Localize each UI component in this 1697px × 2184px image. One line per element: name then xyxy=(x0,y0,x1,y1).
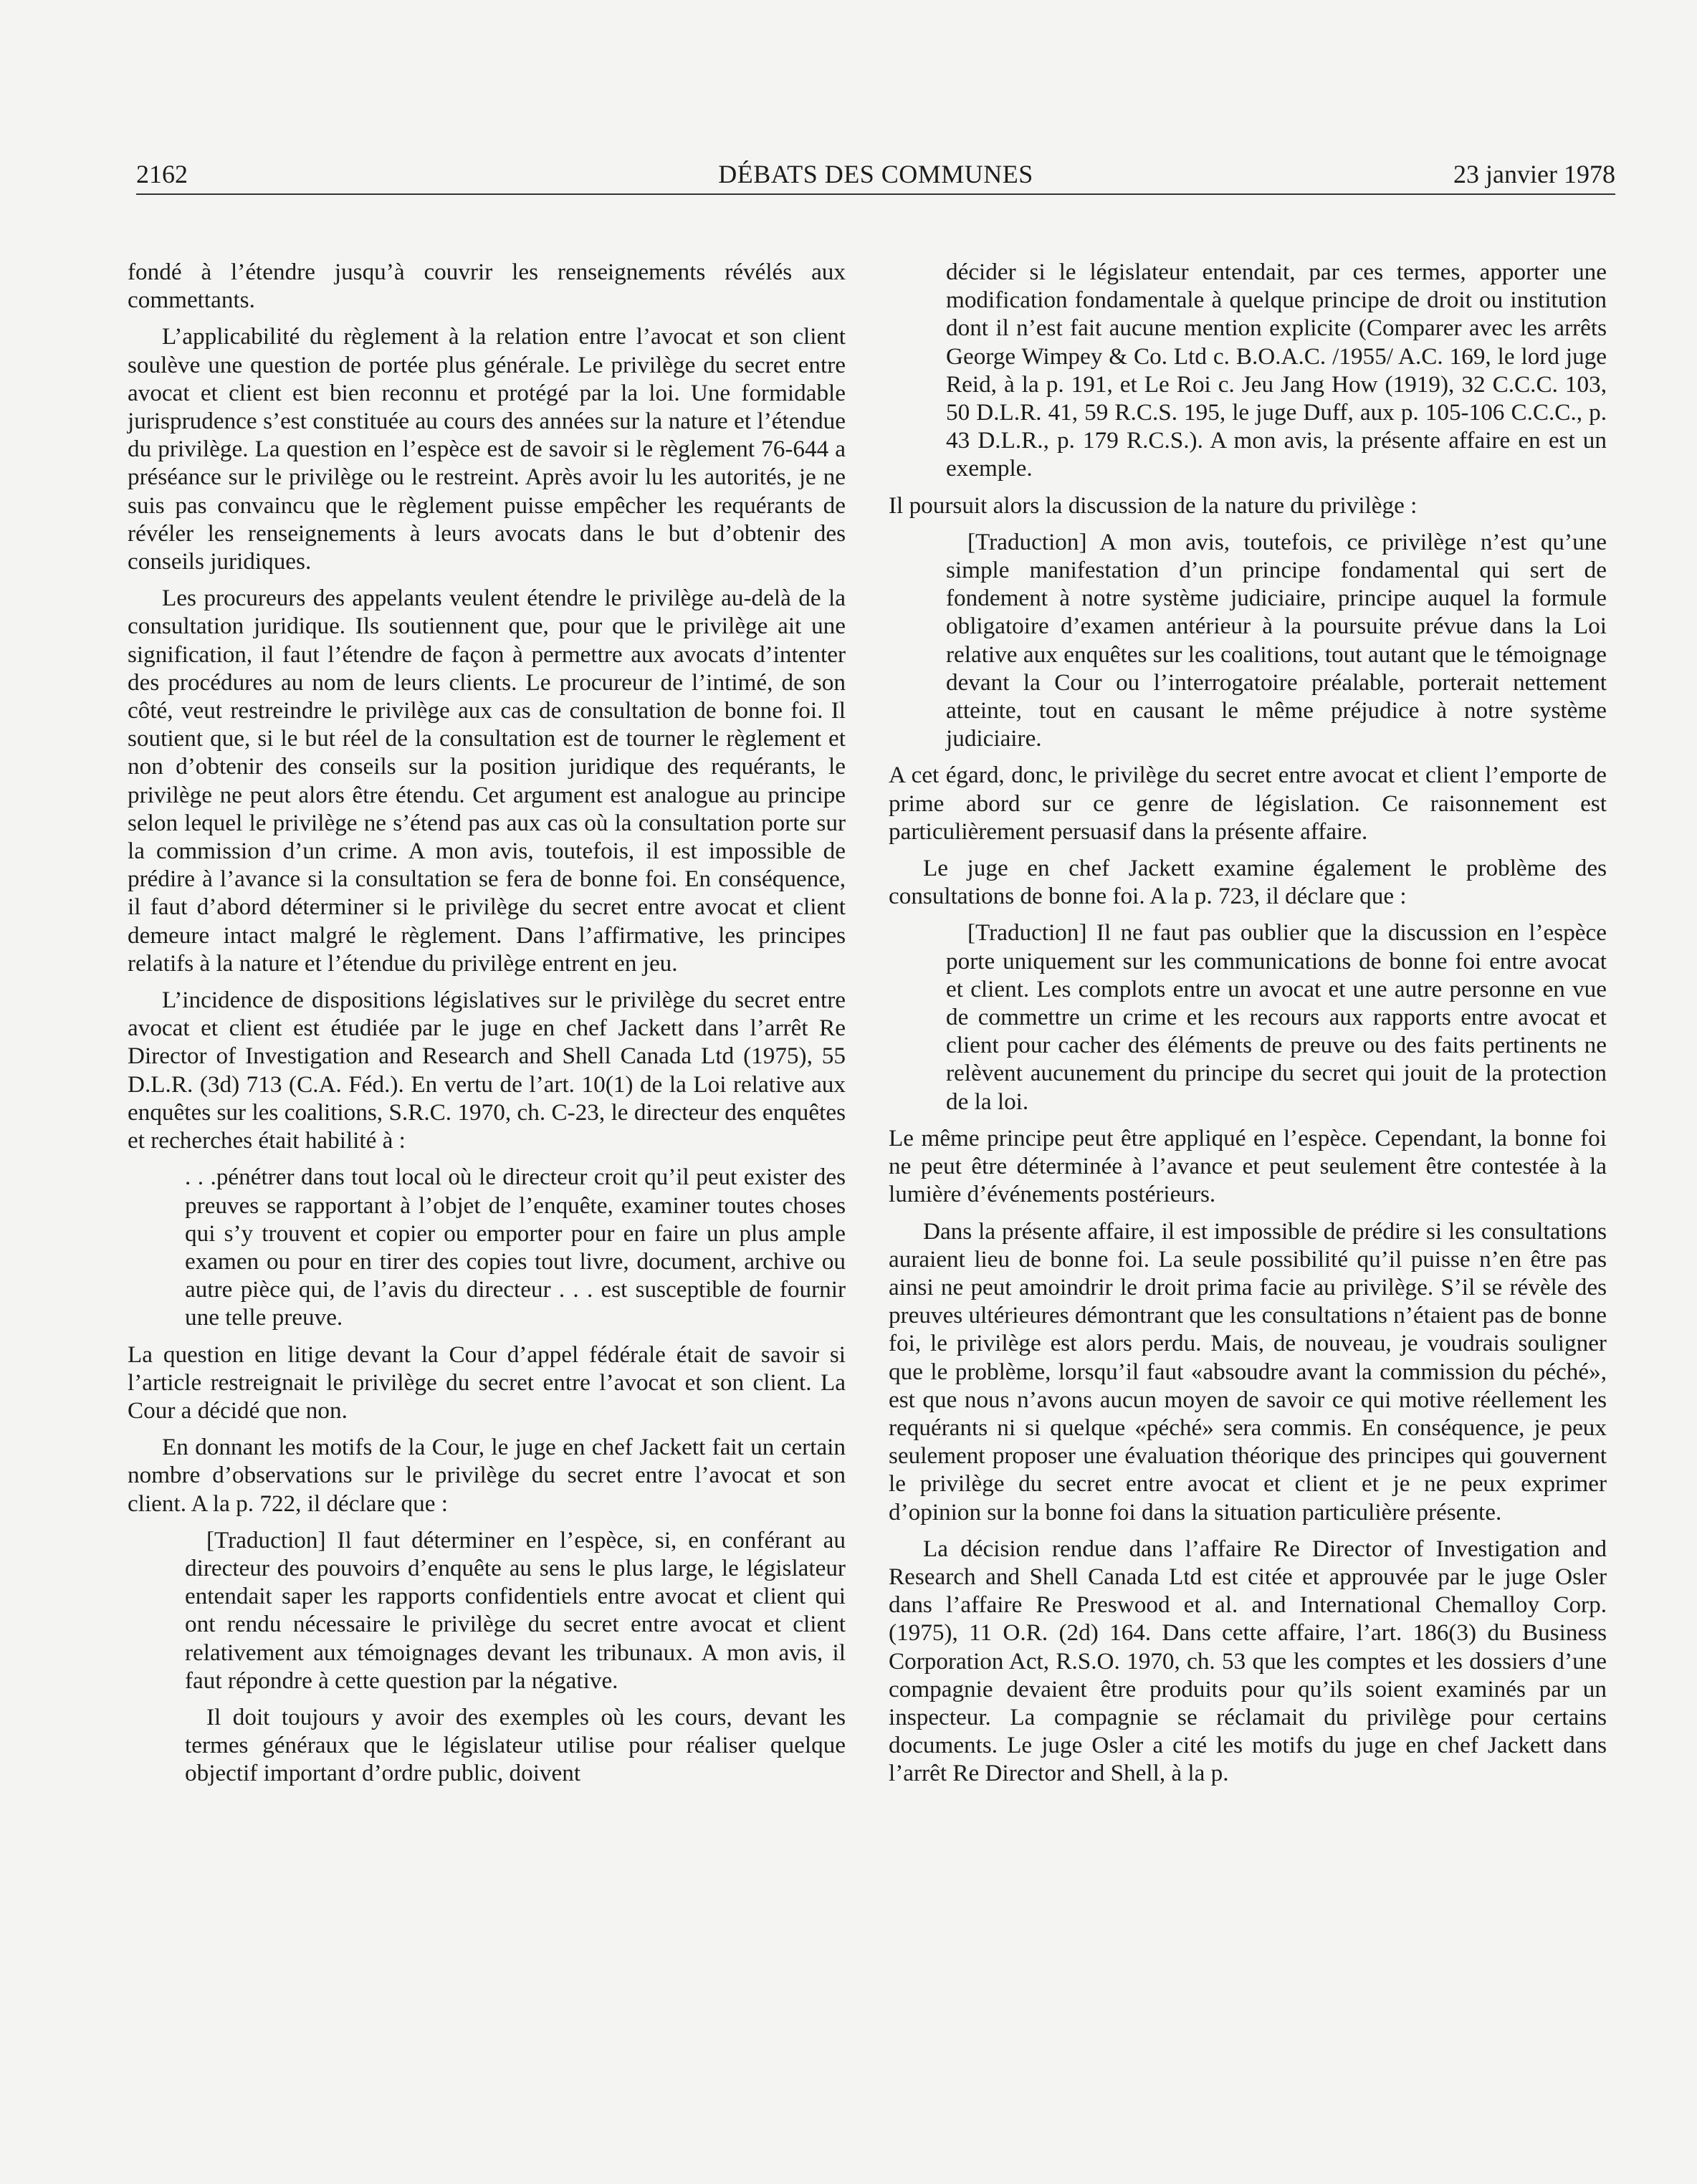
page-number: 2162 xyxy=(136,160,188,188)
publication-title: DÉBATS DES COMMUNES xyxy=(718,160,1033,188)
paragraph: Le juge en chef Jackett examine également le problème des consultations de bonne foi. A la p. 723, il déclare que : xyxy=(889,855,1607,910)
block-quote: Il doit toujours y avoir des exemples où les cours, devant les termes généraux que le législateur utilise pour réaliser quelque objectif important d’ordre public, doivent xyxy=(185,1703,846,1787)
paragraph: Dans la présente affaire, il est impossible de prédire si les consultations auraient lieu de bonne foi. La seule possibilité qu’il puisse n’en être pas ainsi ne peut amoindrir le droit prima facie au privilège. S’il se révèle des preuves ultérieures démontrant que les consultations n’étaient pas de bonne foi, le privilège est alors perdu. Mais, de nouveau, je voudrais souligner que le problème, lorsqu’il faut «absoudre avant la commission du péché», est que nous n’avons aucun moyen de savoir ce qui motive réellement les requérants ni si quelque «péché» sera commis. En conséquence, je peux seulement proposer une évaluation théorique des principes qui gouvernent le privilège du secret entre avocat et client et je ne peux exprimer d’opinion sur la bonne foi dans la situation particulière présente. xyxy=(889,1217,1607,1526)
block-quote: [Traduction] Il faut déterminer en l’espèce, si, en conférant au directeur des pouvoirs d’enquête au sens le plus large, le législateur entendait saper les rapports confidentiels entre avocat et client qui ont rendu nécessaire le privilège du secret entre avocat et client relativement aux témoignages devant les tribunaux. A mon avis, il faut répondre à cette question par la négative. xyxy=(185,1526,846,1694)
paragraph: Le même principe peut être appliqué en l’espèce. Cependant, la bonne foi ne peut être déterminée à l’avance et peut seulement être contestée à la lumière d’événements postérieurs. xyxy=(889,1124,1607,1208)
paragraph: A cet égard, donc, le privilège du secret entre avocat et client l’emporte de prime abord sur ce genre de législation. Ce raisonnement est particulièrement persuasif dans la présente affaire. xyxy=(889,762,1607,845)
paragraph: La décision rendue dans l’affaire Re Director of Investigation and Research and Shell Canada Ltd est citée et approuvée par le juge Osler dans l’affaire Re Preswood et al. and International Chemalloy Corp. (1975), 11 O.R. (2d) 164. Dans cette affaire, l’art. 186(3) du Business Corporation Act, R.S.O. 1970, ch. 53 que les comptes et les dossiers d’une compagnie devaient être produits pour qu’ils soient examinés par un inspecteur. La compagnie se réclamait du privilège pour certains documents. Le juge Osler a cité les motifs du juge en chef Jackett dans l’arrêt Re Director and Shell, à la p. xyxy=(889,1535,1607,1787)
block-quote: [Traduction] Il ne faut pas oublier que la discussion en l’espèce porte uniquement sur les communications de bonne foi entre avocat et client. Les complots entre un avocat et une autre personne en vue de commettre un crime et les recours aux rapports entre avocat et client pour cacher des éléments de preuve ou des faits pertinents ne relèvent aucunement du principe du secret qui jouit de la protection de la loi. xyxy=(946,919,1607,1115)
left-column xyxy=(128,258,846,1796)
paragraph: Il poursuit alors la discussion de la nature du privilège : xyxy=(889,492,1418,519)
paragraph: fondé à l’étendre jusqu’à couvrir les renseignements révélés aux commettants. xyxy=(128,259,846,314)
paragraph: En donnant les motifs de la Cour, le juge en chef Jackett fait un certain nombre d’observations sur le privilège du secret entre l’avocat et son client. A la p. 722, il déclare que : xyxy=(128,1434,846,1517)
right-column xyxy=(889,258,1607,1796)
page-header xyxy=(136,159,1615,195)
block-quote: décider si le législateur entendait, par ces termes, apporter une modification fondamentale à quelque principe de droit ou institution dont il n’est fait aucune mention explicite (Comparer avec les arrêts George Wimpey & Co. Ltd c. B.O.A.C. /1955/ A.C. 169, le lord juge Reid, à la p. 191, et Le Roi c. Jeu Jang How (1919), 32 C.C.C. 103, 50 D.L.R. 41, 59 R.C.S. 195, le juge Duff, aux p. 105-106 C.C.C., p. 43 D.L.R., p. 179 R.C.S.). A mon avis, la présente affaire en est un exemple. xyxy=(946,259,1607,482)
paragraph: L’applicabilité du règlement à la relation entre l’avocat et son client soulève une question de portée plus générale. Le privilège du secret entre avocat et client est bien reconnu et protégé par la loi. Une formidable jurisprudence s’est constituée au cours des années sur la nature et l’étendue du privilège. La question en l’espèce est de savoir si le règlement 76-644 a préséance sur le privilège ou le restreint. Après avoir lu les autorités, je ne suis pas convaincu que le règlement puisse empêcher les requérants de révéler les renseignements à leurs avocats dans le but d’obtenir des conseils juridiques. xyxy=(128,323,846,575)
block-quote: . . .pénétrer dans tout local où le directeur croit qu’il peut exister des preuves se rapportant à l’objet de l’enquête, examiner toutes choses qui s’y trouvent et copier ou emporter pour en faire un plus ample examen ou pour en tirer des copies tout livre, document, archive ou autre pièce qui, de l’avis du directeur . . . est susceptible de fournir une telle preuve. xyxy=(185,1164,846,1331)
paragraph: L’incidence de dispositions législatives sur le privilège du secret entre avocat et client est étudiée par le juge en chef Jackett dans l’arrêt Re Director of Investigation and Research and Shell Canada Ltd (1975), 55 D.L.R. (3d) 713 (C.A. Féd.). En vertu de l’art. 10(1) de la Loi relative aux enquêtes sur les coalitions, S.R.C. 1970, ch. C-23, le directeur des enquêtes et recherches était habilité à : xyxy=(128,987,846,1154)
block-quote: [Traduction] A mon avis, toutefois, ce privilège n’est qu’une simple manifestation d’un principe fondamental qui sert de fondement à notre système judiciaire, principe auquel la formule obligatoire d’examen antérieur à la poursuite prévue dans la Loi relative aux enquêtes sur les coalitions, tout autant que le témoignage devant la Cour ou l’interrogatoire préalable, porterait nettement atteinte, tout en causant le même préjudice à notre système judiciaire. xyxy=(946,528,1607,752)
header-rule xyxy=(136,193,1615,195)
paragraph: La question en litige devant la Cour d’appel fédérale était de savoir si l’article restreignait le privilège du secret entre l’avocat et son client. La Cour a décidé que non. xyxy=(128,1341,846,1424)
issue-date: 23 janvier 1978 xyxy=(1453,160,1615,188)
paragraph: Les procureurs des appelants veulent étendre le privilège au-delà de la consultation juridique. Ils soutiennent que, pour que le privilège ait une signification, il faut l’étendre de façon à permettre aux avocats d’intenter des procédures au nom de leurs clients. Le procureur de l’intimé, de son côté, veut restreindre le privilège aux cas de consultation de bonne foi. Il soutient que, si le but réel de la consultation est de tourner le règlement et non d’obtenir des conseils sur la position juridique des requérants, le privilège ne peut alors être étendu. Cet argument est analogue au principe selon lequel le privilège ne s’étend pas aux cas où la consultation porte sur la commission d’un crime. A mon avis, toutefois, il est impossible de prédire à l’avance si la consultation se fera de bonne foi. En conséquence, il faut d’abord déterminer si le privilège du secret entre avocat et client demeure intact malgré le règlement. Dans l’affirmative, les principes relatifs à la nature et l’étendue du privilège entrent en jeu. xyxy=(128,585,846,977)
